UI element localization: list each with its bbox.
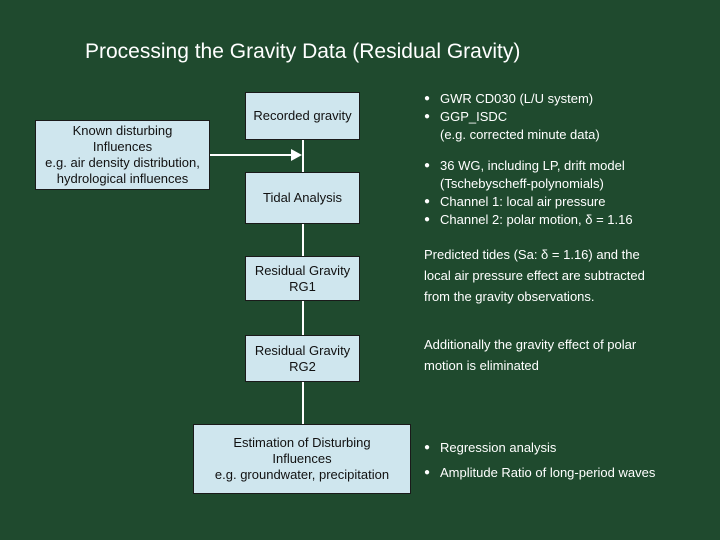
bullet-icon: ● xyxy=(424,442,431,453)
note-text: Channel 1: local air pressure xyxy=(440,194,606,209)
tidal-analysis-box xyxy=(245,172,360,224)
box-line: Known disturbing xyxy=(72,123,173,138)
rg2-description xyxy=(424,334,636,376)
rg1-description xyxy=(424,244,645,307)
box-line: e.g. air density distribution, xyxy=(45,155,200,170)
paragraph-line: local air pressure effect are subtracted xyxy=(424,268,645,283)
box-line: Tidal Analysis xyxy=(263,190,342,205)
box-line: Estimation of Disturbing xyxy=(233,435,371,450)
list-item xyxy=(424,108,600,126)
box-line: Residual Gravity xyxy=(254,262,351,278)
box-line: Residual Gravity xyxy=(254,342,351,358)
known-disturbing-influences-box xyxy=(35,120,210,190)
bullet-icon xyxy=(424,175,440,193)
note-text: Regression analysis xyxy=(440,440,557,455)
bullet-icon: ● xyxy=(424,467,431,478)
box-line: RG2 xyxy=(289,358,316,374)
note-text: (Tschebyscheff-polynomials) xyxy=(440,176,604,191)
box-line: e.g. groundwater, precipitation xyxy=(214,467,390,482)
list-item xyxy=(424,460,655,485)
paragraph-line: Predicted tides (Sa: δ = 1.16) and the xyxy=(424,247,640,262)
bullet-icon: ● xyxy=(424,214,431,225)
note-text: GGP_ISDC xyxy=(440,109,508,124)
list-item xyxy=(424,90,600,108)
arrow-head xyxy=(291,149,302,161)
bullet-icon: ● xyxy=(424,93,431,104)
bullet-icon: ● xyxy=(424,111,431,122)
list-item xyxy=(424,157,633,175)
slide-title: Processing the Gravity Data (Residual Gravity) xyxy=(85,40,521,63)
note-text: GWR CD030 (L/U system) xyxy=(440,91,594,106)
connector-line xyxy=(302,224,304,256)
connector-line xyxy=(302,301,304,335)
list-item xyxy=(424,175,633,193)
estimation-notes xyxy=(424,435,655,485)
bullet-icon xyxy=(424,126,440,144)
list-item xyxy=(424,126,600,144)
note-text: Channel 2: polar motion, δ = 1.16 xyxy=(440,212,633,227)
list-item xyxy=(424,211,633,229)
box-line: Influences xyxy=(272,451,332,466)
connector-line xyxy=(302,382,304,424)
paragraph-line: from the gravity observations. xyxy=(424,289,595,304)
paragraph-line: Additionally the gravity effect of polar xyxy=(424,337,637,352)
arrow-line xyxy=(209,154,293,156)
note-text: Amplitude Ratio of long-period waves xyxy=(440,465,656,480)
list-item xyxy=(424,193,633,211)
box-line: RG1 xyxy=(289,278,316,294)
estimation-box xyxy=(193,424,411,494)
residual-gravity-rg2-box xyxy=(245,335,360,382)
recorded-gravity-notes xyxy=(424,90,600,144)
recorded-gravity-box xyxy=(245,92,360,140)
list-item xyxy=(424,435,655,460)
box-line: Recorded gravity xyxy=(253,108,352,123)
residual-gravity-rg1-box xyxy=(245,256,360,301)
tidal-analysis-notes xyxy=(424,157,633,229)
note-text: (e.g. corrected minute data) xyxy=(440,127,600,142)
bullet-icon: ● xyxy=(424,160,431,171)
box-line: hydrological influences xyxy=(56,171,189,186)
bullet-icon: ● xyxy=(424,196,431,207)
note-text: 36 WG, including LP, drift model xyxy=(440,158,625,173)
box-line: Influences xyxy=(92,139,153,154)
paragraph-line: motion is eliminated xyxy=(424,358,539,373)
